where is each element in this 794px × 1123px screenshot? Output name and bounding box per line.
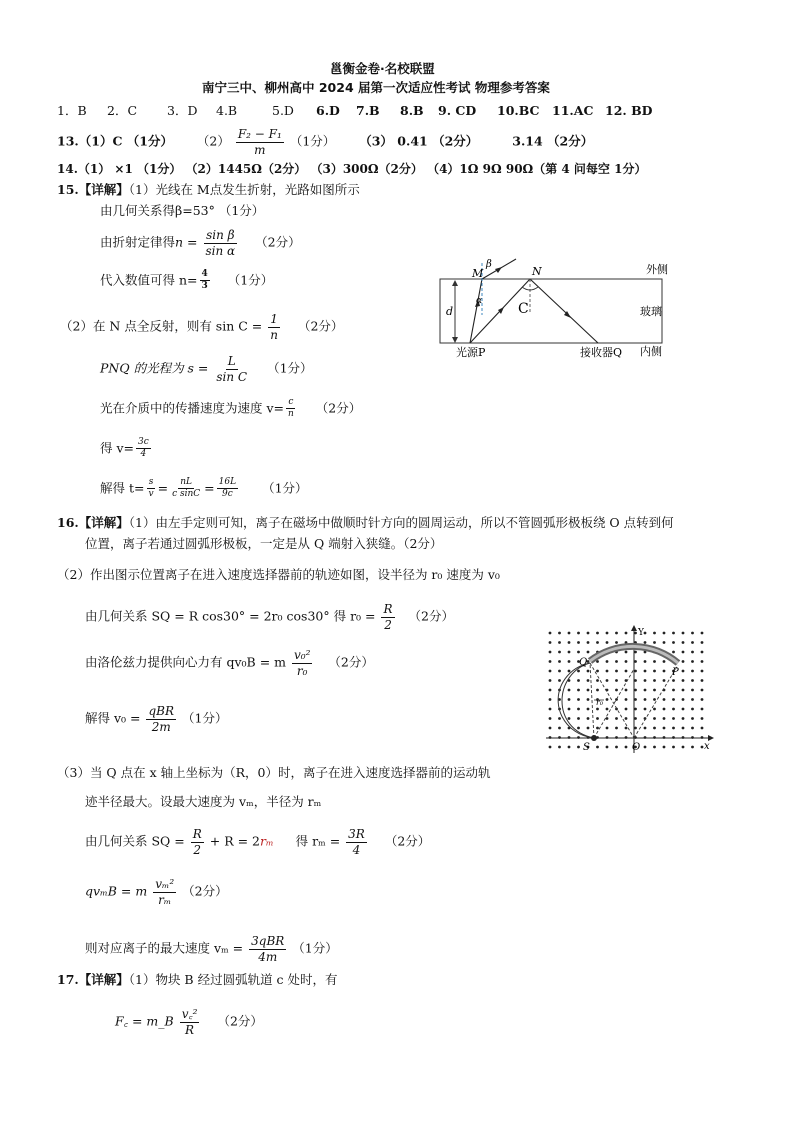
field-dot bbox=[568, 717, 571, 720]
field-dot bbox=[691, 651, 694, 654]
field-dot bbox=[577, 689, 580, 692]
field-dot bbox=[606, 660, 609, 663]
field-dot bbox=[568, 746, 571, 749]
field-dot bbox=[596, 708, 599, 711]
mc-answer-6: 6.D bbox=[316, 103, 340, 118]
field-dot bbox=[558, 651, 561, 654]
field-dot bbox=[701, 727, 704, 730]
field-dot bbox=[596, 727, 599, 730]
field-dot bbox=[577, 708, 580, 711]
field-dot bbox=[672, 717, 675, 720]
angle-beta: β bbox=[486, 259, 492, 270]
field-dot bbox=[558, 727, 561, 730]
field-dot bbox=[663, 660, 666, 663]
field-dot bbox=[663, 632, 666, 635]
field-dot bbox=[549, 670, 552, 673]
field-dot bbox=[615, 689, 618, 692]
field-dot bbox=[615, 746, 618, 749]
field-dot bbox=[606, 641, 609, 644]
field-dot bbox=[653, 660, 656, 663]
field-dot bbox=[701, 632, 704, 635]
field-dot bbox=[577, 651, 580, 654]
field-dot bbox=[663, 670, 666, 673]
field-dot bbox=[558, 670, 561, 673]
field-dot bbox=[606, 632, 609, 635]
field-dot bbox=[701, 660, 704, 663]
field-dot bbox=[558, 717, 561, 720]
field-dot bbox=[587, 698, 590, 701]
field-dot bbox=[549, 651, 552, 654]
point-P: P bbox=[672, 667, 679, 678]
field-dot bbox=[644, 670, 647, 673]
x-axis-label: x bbox=[704, 741, 710, 752]
field-dot bbox=[653, 689, 656, 692]
field-dot bbox=[644, 632, 647, 635]
q16-line1b: 位置，离子若通过圆弧形极板，一定是从 Q 端射入狭缝。（2分） bbox=[85, 536, 443, 551]
q15-line2: 由几何关系得β=53° （1分） bbox=[100, 203, 265, 218]
field-dot bbox=[549, 660, 552, 663]
field-dot bbox=[644, 679, 647, 682]
origin-label: O bbox=[632, 742, 641, 753]
field-dot bbox=[634, 698, 637, 701]
field-dot bbox=[682, 670, 685, 673]
field-dot bbox=[701, 641, 704, 644]
mc-answer-5: 5.D bbox=[272, 103, 294, 118]
receiver-label: 接收器Q bbox=[580, 346, 623, 359]
field-dot bbox=[596, 689, 599, 692]
source-label: 光源P bbox=[456, 346, 486, 359]
field-dot bbox=[615, 717, 618, 720]
field-dot bbox=[682, 698, 685, 701]
field-dot bbox=[558, 641, 561, 644]
field-dot bbox=[577, 727, 580, 730]
q13-fraction: $\frac{\text{F₂ − F₁}}{m}$ bbox=[237, 127, 282, 157]
point-S: S bbox=[583, 742, 590, 753]
field-dot bbox=[596, 717, 599, 720]
field-dot bbox=[701, 698, 704, 701]
field-dot bbox=[653, 727, 656, 730]
field-dot bbox=[682, 689, 685, 692]
q13-part3: （3） 0.41 （2分） bbox=[359, 133, 479, 149]
field-dot bbox=[549, 679, 552, 682]
field-dot bbox=[653, 746, 656, 749]
field-dot bbox=[682, 651, 685, 654]
q16-line2: （2）作出图示位置离子在进入速度选择器前的轨迹如图，设半径为 r₀ 速度为 v₀ bbox=[57, 567, 500, 582]
field-dot bbox=[634, 670, 637, 673]
field-dot bbox=[701, 746, 704, 749]
field-dot bbox=[568, 689, 571, 692]
field-dot bbox=[558, 632, 561, 635]
field-dot bbox=[615, 641, 618, 644]
angle-C: C bbox=[518, 301, 529, 317]
field-dot bbox=[625, 689, 628, 692]
field-dot bbox=[587, 727, 590, 730]
field-dot bbox=[577, 698, 580, 701]
field-dot bbox=[691, 679, 694, 682]
field-dot bbox=[596, 632, 599, 635]
field-dot bbox=[615, 660, 618, 663]
field-dot bbox=[568, 641, 571, 644]
q15-line1 bbox=[57, 182, 360, 197]
field-dot bbox=[672, 727, 675, 730]
glass-label: 玻璃 bbox=[640, 305, 662, 318]
field-dot bbox=[606, 679, 609, 682]
mc-answer-9: 9. CD bbox=[438, 103, 477, 118]
magnetic-field-diagram bbox=[546, 625, 716, 755]
q14-answer: 14.（1） ×1 （1分） （2）1445Ω（2分） （3）300Ω（2分） （4）1Ω 9Ω 90Ω（第 4 问每空 1分） bbox=[57, 162, 647, 176]
field-dot bbox=[672, 746, 675, 749]
mc-answer-1: 1．B bbox=[57, 103, 87, 118]
field-dot bbox=[682, 746, 685, 749]
field-dot bbox=[634, 708, 637, 711]
field-dot bbox=[577, 679, 580, 682]
field-dot bbox=[596, 670, 599, 673]
mc-answer-12: 12. BD bbox=[605, 103, 653, 118]
field-dot bbox=[644, 689, 647, 692]
field-dot bbox=[606, 698, 609, 701]
field-dot bbox=[606, 746, 609, 749]
field-dot bbox=[577, 746, 580, 749]
point-Q: Q bbox=[579, 657, 588, 668]
point-M: M bbox=[472, 267, 484, 280]
field-dot bbox=[701, 651, 704, 654]
q15-line8: 得 v= $\frac{3c}{4}$ bbox=[100, 437, 149, 460]
q16-line6b: 迹半径最大。设最大速度为 vₘ，半径为 rₘ bbox=[85, 794, 322, 809]
field-dot bbox=[691, 670, 694, 673]
field-dot bbox=[682, 632, 685, 635]
field-dot bbox=[549, 632, 552, 635]
field-dot bbox=[701, 708, 704, 711]
field-dot bbox=[587, 708, 590, 711]
q17-line2: F꜀ = m_B $\frac{\text{v꜀²}}{R}$ （2分） bbox=[115, 1007, 263, 1037]
field-dot bbox=[549, 708, 552, 711]
q13-part2-score: （1分） bbox=[289, 133, 336, 149]
refraction-diagram bbox=[432, 255, 702, 363]
angle-alpha: α bbox=[476, 296, 483, 306]
field-dot bbox=[672, 689, 675, 692]
field-dot bbox=[625, 727, 628, 730]
field-dot bbox=[625, 651, 628, 654]
q16-tag: 16.【详解】 bbox=[57, 515, 129, 530]
field-dot bbox=[587, 632, 590, 635]
q15-line3: 由折射定律得n = $\frac{\text{sin β}}{\text{sin α}}$ （2分） bbox=[100, 228, 301, 258]
field-dot bbox=[644, 727, 647, 730]
point-N: N bbox=[532, 265, 542, 278]
field-dot bbox=[682, 660, 685, 663]
q15-line6: PNQ 的光程为 s = $\frac{L}{\text{sin C}}$ （1分） bbox=[100, 354, 313, 384]
field-dot bbox=[653, 717, 656, 720]
field-dot bbox=[634, 727, 637, 730]
field-dot bbox=[691, 717, 694, 720]
mc-answer-4: 4.B bbox=[216, 103, 238, 118]
q13-answer bbox=[57, 128, 593, 156]
field-dot bbox=[577, 641, 580, 644]
q16-line5: 解得 v₀ = $\frac{\text{qBR}}{2m}$ （1分） bbox=[85, 704, 228, 734]
field-dot bbox=[615, 632, 618, 635]
field-dot bbox=[587, 689, 590, 692]
inner-side-label: 内侧 bbox=[640, 345, 662, 358]
field-dot bbox=[549, 689, 552, 692]
field-dot bbox=[568, 698, 571, 701]
field-dot bbox=[634, 651, 637, 654]
field-dot bbox=[615, 679, 618, 682]
field-dot bbox=[549, 641, 552, 644]
q13-part4: 3.14 （2分） bbox=[512, 133, 594, 149]
q15-line9: 解得 t= $\frac{s}{v}$ = $\frac{nL}{\text{c sinC}}$ = $\frac{16L}{9c}$ （1分） bbox=[100, 477, 308, 500]
field-dot bbox=[653, 632, 656, 635]
field-dot bbox=[625, 670, 628, 673]
field-dot bbox=[587, 641, 590, 644]
field-dot bbox=[606, 727, 609, 730]
source-point-S bbox=[591, 735, 597, 741]
q16-line9: 则对应离子的最大速度 vₘ = $\frac{\text{3qBR}}{4m}$ （1分） bbox=[85, 934, 338, 964]
field-dot bbox=[691, 708, 694, 711]
field-dot bbox=[549, 717, 552, 720]
field-dot bbox=[663, 746, 666, 749]
q16-line1: 16.【详解】（1）由左手定则可知，离子在磁场中做顺时针方向的圆周运动，所以不管圆弧形极板绕 O 点转到何 bbox=[57, 515, 674, 530]
field-dot bbox=[558, 679, 561, 682]
field-dot bbox=[701, 670, 704, 673]
field-dot bbox=[672, 708, 675, 711]
q16-line3: 由几何关系 SQ = R cos30° = 2r₀ cos30° 得 r₀ = $\frac{R}{2}$ （2分） bbox=[85, 602, 454, 632]
field-dot bbox=[568, 670, 571, 673]
field-dot bbox=[644, 708, 647, 711]
field-dot bbox=[691, 660, 694, 663]
field-dot bbox=[568, 632, 571, 635]
q15-line5: （2）在 N 点全反射，则有 sin C = $\frac{1}{n}$ （2分） bbox=[60, 312, 344, 342]
field-dot bbox=[549, 746, 552, 749]
field-dot bbox=[691, 727, 694, 730]
q17-tag: 17.【详解】 bbox=[57, 972, 129, 987]
q13-label: 13. bbox=[57, 133, 79, 149]
q15-line4: 代入数值可得 n= $\frac{4}{3}$ （1分） bbox=[100, 269, 274, 292]
field-dot bbox=[663, 727, 666, 730]
field-dot bbox=[691, 689, 694, 692]
exam-title: 南宁三中、柳州高中 2024 届第一次适应性考试 物理参考答案 bbox=[202, 80, 550, 95]
field-dot bbox=[644, 660, 647, 663]
q15-tag: 15.【详解】 bbox=[57, 182, 129, 197]
field-dot bbox=[625, 660, 628, 663]
field-dot bbox=[653, 708, 656, 711]
field-dot bbox=[606, 670, 609, 673]
field-dot bbox=[549, 698, 552, 701]
field-dot bbox=[634, 689, 637, 692]
mc-answer-3: 3．D bbox=[167, 103, 198, 118]
field-dot bbox=[625, 746, 628, 749]
mc-answer-7: 7.B bbox=[356, 103, 380, 118]
field-dot bbox=[587, 651, 590, 654]
field-dot bbox=[691, 746, 694, 749]
field-dot bbox=[672, 641, 675, 644]
field-dot bbox=[691, 698, 694, 701]
field-dot bbox=[682, 727, 685, 730]
field-dot bbox=[672, 651, 675, 654]
field-dot bbox=[634, 679, 637, 682]
field-dot bbox=[596, 641, 599, 644]
field-dot bbox=[644, 746, 647, 749]
field-dot bbox=[663, 708, 666, 711]
field-dot bbox=[596, 746, 599, 749]
field-dot bbox=[701, 717, 704, 720]
field-dot bbox=[606, 708, 609, 711]
field-dot bbox=[663, 698, 666, 701]
thickness-label: d bbox=[446, 305, 454, 318]
q15-line7: 光在介质中的传播速度为速度 v= $\frac{c}{n}$ （2分） bbox=[100, 397, 362, 420]
field-dot bbox=[558, 660, 561, 663]
field-dot bbox=[691, 632, 694, 635]
mc-answer-2: 2．C bbox=[107, 103, 138, 118]
field-dot bbox=[701, 679, 704, 682]
field-dot bbox=[653, 679, 656, 682]
q16-line7: 由几何关系 SQ = $\frac{R}{2}$ + R = 2rₘ 得 rₘ = $\frac{3R}{4}$ （2分） bbox=[85, 827, 431, 857]
field-dot bbox=[682, 641, 685, 644]
mc-answer-10: 10.BC bbox=[497, 103, 540, 118]
outer-side-label: 外侧 bbox=[646, 263, 668, 276]
field-dot bbox=[587, 670, 590, 673]
field-dot bbox=[644, 641, 647, 644]
field-dot bbox=[615, 670, 618, 673]
field-dot bbox=[682, 679, 685, 682]
field-dot bbox=[577, 632, 580, 635]
field-dot bbox=[577, 717, 580, 720]
field-dot bbox=[634, 660, 637, 663]
field-dot bbox=[625, 698, 628, 701]
field-dot bbox=[549, 727, 552, 730]
mc-answer-8: 8.B bbox=[400, 103, 424, 118]
q16-line8: qvₘB = m $\frac{\text{vₘ²}}{\text{rₘ}}$ （2分） bbox=[85, 877, 228, 907]
field-dot bbox=[625, 717, 628, 720]
field-dot bbox=[615, 727, 618, 730]
field-dot bbox=[653, 641, 656, 644]
field-dot bbox=[653, 670, 656, 673]
field-dot bbox=[558, 746, 561, 749]
field-dot bbox=[663, 641, 666, 644]
field-dot bbox=[596, 679, 599, 682]
field-dot bbox=[682, 717, 685, 720]
field-dot bbox=[691, 641, 694, 644]
q16-line4: 由洛伦兹力提供向心力有 qv₀B = m $\frac{\text{v₀²}}{\text{r₀}}$ （2分） bbox=[85, 648, 374, 678]
field-dot bbox=[701, 689, 704, 692]
field-dot bbox=[568, 660, 571, 663]
q17-line1: 17.【详解】（1）物块 B 经过圆弧轨道 c 处时，有 bbox=[57, 972, 338, 987]
field-dot bbox=[682, 708, 685, 711]
field-dot bbox=[625, 632, 628, 635]
field-dot bbox=[587, 717, 590, 720]
field-dot bbox=[644, 698, 647, 701]
mc-answer-11: 11.AC bbox=[552, 103, 594, 118]
field-dot bbox=[634, 632, 637, 635]
field-dot bbox=[587, 679, 590, 682]
field-dot bbox=[568, 708, 571, 711]
field-dot bbox=[625, 708, 628, 711]
radius-label: r₀ bbox=[596, 698, 604, 707]
field-dot bbox=[672, 698, 675, 701]
field-dot bbox=[672, 632, 675, 635]
field-dot bbox=[653, 698, 656, 701]
field-dot bbox=[606, 717, 609, 720]
q13-part2-prefix: （2） bbox=[196, 133, 230, 149]
q16-line6: （3）当 Q 点在 x 轴上坐标为（R，0）时，离子在进入速度选择器前的运动轨 bbox=[57, 765, 491, 780]
q15-text1: （1）光线在 M点发生折射，光路如图所示 bbox=[128, 182, 360, 197]
field-dot bbox=[634, 717, 637, 720]
field-dot bbox=[663, 679, 666, 682]
exam-series-title: 邕衡金卷·名校联盟 bbox=[330, 61, 435, 76]
mc-answers-row bbox=[0, 103, 794, 119]
y-axis-label: Y bbox=[638, 628, 644, 638]
field-dot bbox=[577, 670, 580, 673]
field-dot bbox=[663, 717, 666, 720]
field-dot bbox=[568, 651, 571, 654]
field-dot bbox=[672, 679, 675, 682]
q13-part1: （1）C （1分） bbox=[78, 133, 173, 149]
